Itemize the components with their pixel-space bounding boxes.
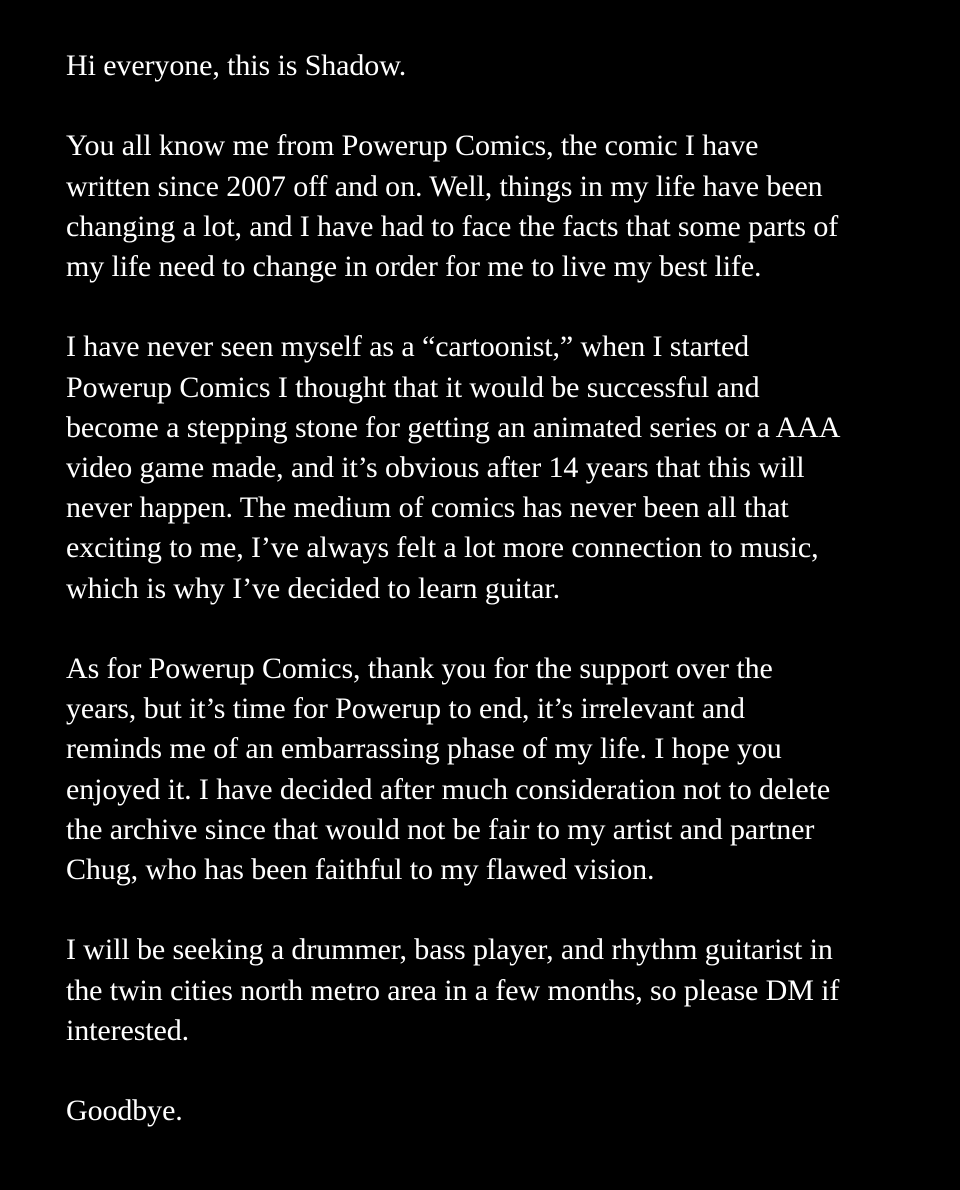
paragraph-band-search xyxy=(66,930,946,1051)
text-line: never happen. The medium of comics has never been all that xyxy=(66,491,789,525)
text-line: Goodbye. xyxy=(66,1094,183,1128)
text-line: reminds me of an embarrassing phase of my life. I hope you xyxy=(66,732,782,766)
text-line: Hi everyone, this is Shadow. xyxy=(66,49,407,82)
paragraph-greeting xyxy=(66,46,946,86)
text-line: which is why I’ve decided to learn guitar. xyxy=(66,571,560,605)
paragraph-ending xyxy=(66,649,946,890)
text-line: the twin cities north metro area in a few months, so please DM if xyxy=(66,973,840,1007)
text-line: I have never seen myself as a “cartoonist,” when I started xyxy=(66,330,750,364)
paragraph-signoff xyxy=(66,1091,946,1131)
text-line: written since 2007 off and on. Well, things in my life have been xyxy=(66,169,823,203)
text-line: changing a lot, and I have had to face the facts that some parts of xyxy=(66,209,839,243)
text-line: I will be seeking a drummer, bass player, and rhythm guitarist in xyxy=(66,933,833,967)
text-line: become a stepping stone for getting an animated series or a AAA xyxy=(66,410,841,444)
text-line: Chug, who has been faithful to my flawed vision. xyxy=(66,853,655,887)
text-line: video game made, and it’s obvious after 14 years that this will xyxy=(66,451,805,484)
text-line: the archive since that would not be fair to my artist and partner xyxy=(66,812,815,846)
text-line: my life need to change in order for me to live my best life. xyxy=(66,250,762,283)
letter-body xyxy=(66,46,946,1172)
text-line: exciting to me, I’ve always felt a lot more connection to music, xyxy=(66,531,819,565)
paragraph-reflection xyxy=(66,327,946,608)
text-line: enjoyed it. I have decided after much consideration not to delete xyxy=(66,772,831,806)
text-line: Powerup Comics I thought that it would be successful and xyxy=(66,370,760,404)
text-line: years, but it’s time for Powerup to end, it’s irrelevant and xyxy=(66,692,745,726)
text-line: You all know me from Powerup Comics, the comic I have xyxy=(66,129,759,163)
paragraph-intro xyxy=(66,126,946,287)
text-line: As for Powerup Comics, thank you for the support over the xyxy=(66,652,773,685)
text-line: interested. xyxy=(66,1013,190,1047)
